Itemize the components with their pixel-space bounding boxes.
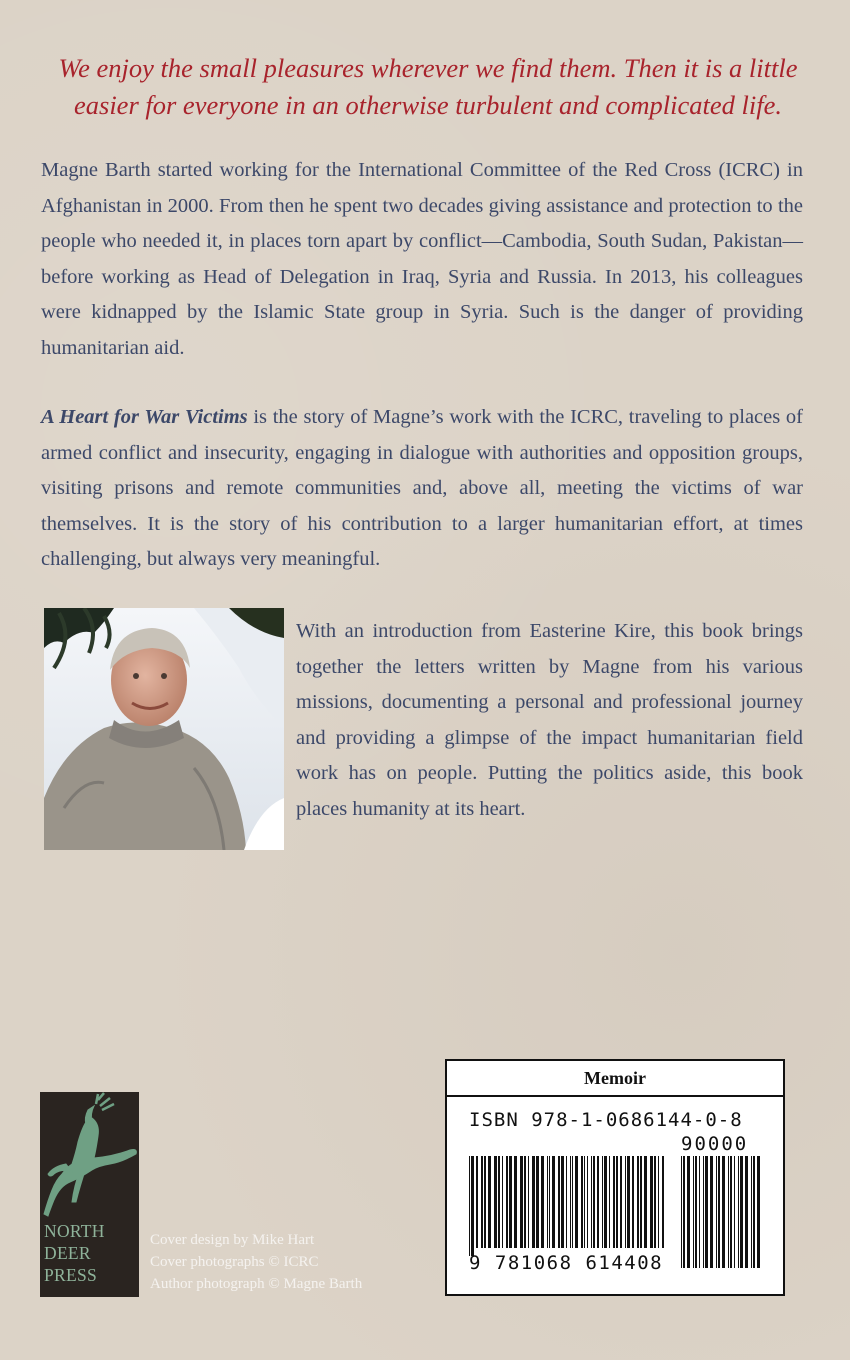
introduction-paragraph: With an introduction from Easterine Kire, this book brings together the letters written by Magne from his various missions, documenting a personal and professional journey and providing a glimpse of the impact humanitarian field work has on people. Putting the politics aside, this book places humanity at its heart. [296,620,803,820]
barcode-bar [658,1156,659,1248]
barcode-bar [587,1156,588,1248]
barcode-bar [687,1156,690,1268]
barcode-bar [693,1156,694,1268]
barcode-bar [625,1156,626,1248]
ean-number: 9 781068 614408 [469,1252,664,1274]
barcode-bar [632,1156,634,1248]
barcode-bar [509,1156,512,1248]
barcode-bar [528,1156,529,1248]
barcode-bar [699,1156,700,1268]
barcode-bar [695,1156,697,1268]
barcode-bar [683,1156,685,1268]
barcode-bar [488,1156,491,1248]
barcode-bar [536,1156,539,1248]
barcode-bar [620,1156,622,1248]
barcode-bar [561,1156,564,1248]
summary-paragraph [41,400,803,578]
barcode-bar [558,1156,560,1248]
barcode-bar [602,1156,603,1248]
barcode-bar [471,1156,474,1256]
publisher-name-line: DEER [44,1243,91,1263]
barcode-bar [547,1156,548,1248]
barcode-bar [616,1156,618,1248]
barcode-bar [524,1156,526,1248]
author-photo [44,608,284,850]
barcode-bar [722,1156,725,1268]
barcode-bar [570,1156,571,1248]
barcode-bar [637,1156,639,1248]
barcode-bar [654,1156,656,1248]
barcode-bar [593,1156,595,1248]
barcode-bar [469,1156,470,1256]
barcode-bar [734,1156,735,1268]
barcode-bar [751,1156,752,1268]
barcode-bar [681,1156,682,1268]
barcode-bar [572,1156,573,1248]
barcode-bar [520,1156,523,1248]
pull-quote: We enjoy the small pleasures wherever we find them. Then it is a little easier for everyone in an otherwise turbulent and complicated life. [58,53,798,120]
publisher-name-line: PRESS [44,1265,98,1285]
author-photo-image [44,608,284,850]
barcode-bar [584,1156,585,1248]
barcode-bar [552,1156,555,1248]
barcode-bar [502,1156,503,1248]
summary-text: is the story of Magne’s work with the ICRC, traveling to places of armed conflict and insecurity, engaging in dialogue with authorities and opposition groups, visiting prisons and remote communities and, above all, meeting the victims of war themselves. It is the story of his contribution to a larger humanitarian effort, at times challenging, but always very meaningful. [41,406,804,570]
credit-design: Cover design by Mike Hart [150,1232,315,1248]
barcode-bar [627,1156,630,1248]
barcode-bar [738,1156,739,1268]
barcode-bar [597,1156,599,1248]
barcode-bar [730,1156,732,1268]
bio-paragraph: Magne Barth started working for the International Committee of the Red Cross (ICRC) in Afghanistan in 2000. From then he spent two decades giving assistance and protection to the people who needed it, in places torn apart by conflict—Cambodia, South Sudan, Pakistan—before working as Head of Delegation in Iraq, Syria and Russia. In 2013, his colleagues were kidnapped by the Islamic State group in Syria. Such is the danger of providing humanitarian aid. [41,159,803,359]
barcode-bar [728,1156,729,1268]
barcode-bar [514,1156,517,1248]
barcode-bar [581,1156,583,1248]
barcode-bar [613,1156,615,1248]
isbn-number: ISBN 978-1-0686144-0-8 [469,1109,743,1131]
credit-author-photo: Author photograph © Magne Barth [150,1276,363,1292]
barcode-bar [662,1156,664,1248]
barcode-bar [532,1156,535,1248]
price-addon-number: 90000 [681,1133,749,1155]
cover-credits [150,1229,362,1295]
barcode-bar [609,1156,610,1248]
barcode-bar [710,1156,713,1268]
barcode-bar [541,1156,544,1248]
barcode-bar [591,1156,592,1248]
barcode-bar [716,1156,717,1268]
barcode-bar [476,1156,478,1248]
publisher-name-line: NORTH [44,1221,105,1241]
barcode-bar [745,1156,748,1268]
barcode-bar [566,1156,567,1248]
barcode-bar [703,1156,704,1268]
barcode-bar [494,1156,497,1248]
barcode-panel [445,1059,785,1296]
barcode-bar [549,1156,550,1248]
barcode-bar [740,1156,743,1268]
barcode-bar [481,1156,483,1248]
barcode-bar [650,1156,653,1248]
barcode-bar [718,1156,720,1268]
book-title: A Heart for War Victims [41,406,248,428]
credit-photos: Cover photographs © ICRC [150,1254,319,1270]
barcode-bar [484,1156,486,1248]
barcode-bar [604,1156,607,1248]
barcode-bar [757,1156,760,1268]
barcode-bar [506,1156,508,1248]
publisher-name [44,1220,136,1286]
barcode-bar [498,1156,500,1248]
barcode-bar [640,1156,642,1248]
barcode-bar [644,1156,647,1248]
barcode-bar [705,1156,708,1268]
genre-label: Memoir [447,1061,783,1097]
barcode-bar [753,1156,755,1268]
barcode-bar [575,1156,578,1248]
